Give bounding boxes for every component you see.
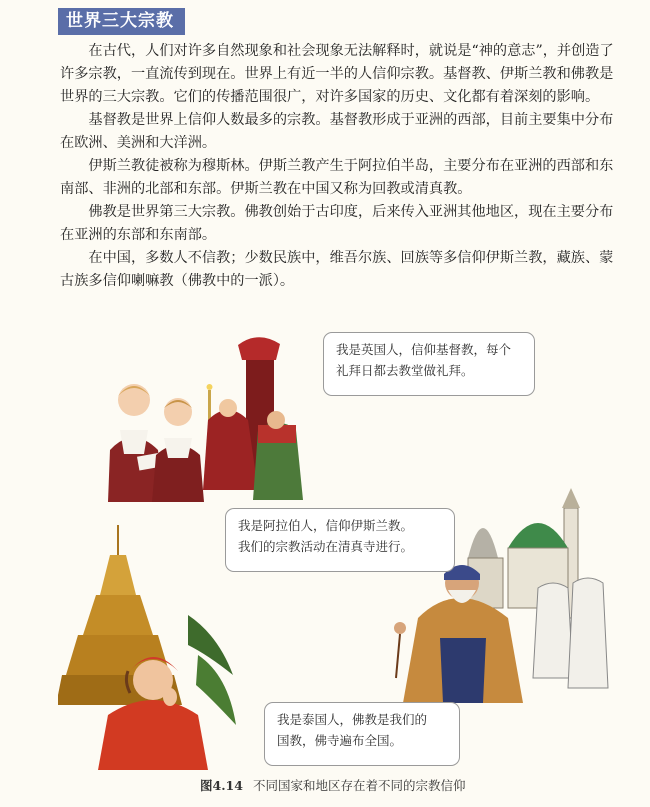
body-text [60, 40, 618, 293]
pagoda-illustration [58, 525, 238, 770]
paragraph: 在中国，多数人不信教；少数民族中，维吾尔族、回族等多信仰伊斯兰教，藏族、蒙古族多信仰喇嘛教（佛教中的一派）。 [60, 250, 614, 289]
figure-caption [200, 776, 465, 794]
bubble-line: 我是泰国人，佛教是我们的 [277, 712, 428, 727]
bubble-line: 我是阿拉伯人，信仰伊斯兰教。 [238, 518, 414, 533]
section-title: 世界三大宗教 [58, 8, 185, 35]
paragraph: 在古代，人们对许多自然现象和社会现象无法解释时，就说是“神的意志”，并创造了许多宗教，一直流传到现在。世界上有近一半的人信仰宗教。基督教、伊斯兰教和佛教是世界的三大宗教。它们的传播范围很广，对许多国家的历史、文化都有着深刻的影响。 [60, 43, 614, 105]
paragraph: 佛教是世界第三大宗教。佛教创始于古印度，后来传入亚洲其他地区，现在主要分布在亚洲的东部和东南部。 [60, 204, 614, 243]
bubble-line: 礼拜日都去教堂做礼拜。 [336, 363, 474, 378]
speech-bubble-christian [323, 332, 535, 396]
paragraph: 基督教是世界上信仰人数最多的宗教。基督教形成于亚洲的西部，目前主要集中分布在欧洲、美洲和大洋洲。 [60, 112, 614, 151]
speech-bubble-buddhist [264, 702, 460, 766]
paragraph: 伊斯兰教徒被称为穆斯林。伊斯兰教产生于阿拉伯半岛，主要分布在亚洲的西部和东南部、非洲的北部和东部。伊斯兰教在中国又称为回教或清真教。 [60, 158, 614, 197]
figure-caption-text: 不同国家和地区存在着不同的宗教信仰 [252, 778, 466, 793]
figure-number: 图4.14 [200, 778, 243, 793]
bubble-line: 国教，佛寺遍布全国。 [277, 733, 403, 748]
church-choir-illustration [108, 330, 308, 505]
speech-bubble-muslim [225, 508, 455, 572]
bubble-line: 我是英国人，信仰基督教，每个 [336, 342, 512, 357]
bubble-line: 我们的宗教活动在清真寺进行。 [238, 539, 414, 554]
